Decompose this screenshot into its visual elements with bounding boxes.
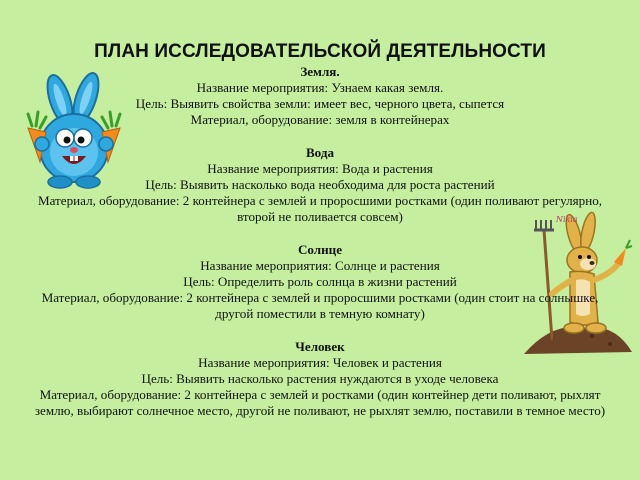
section-heading: Земля. xyxy=(300,64,340,79)
section-human xyxy=(22,339,618,419)
section-heading: Человек xyxy=(295,339,345,354)
spacer xyxy=(22,128,618,145)
event-materials: Материал, оборудование: 2 контейнера с землей и ростками (один контейнер дети поливают, рыхлят землю, выбирают солнечное место, другой не поливают, не рыхлят землю, поставили в темное место) xyxy=(34,387,606,418)
event-materials: Материал, оборудование: 2 контейнера с землей и проросшими ростками (один поливают регулярно, второй не поливается совсем) xyxy=(37,193,603,224)
event-name: Название мероприятия: Узнаем какая земля. xyxy=(196,80,444,95)
event-goal: Цель: Определить роль солнца в жизни растений xyxy=(183,274,457,289)
page-title: ПЛАН ИССЛЕДОВАТЕЛЬСКОЙ ДЕЯТЕЛЬНОСТИ xyxy=(94,41,546,62)
spacer xyxy=(22,322,618,339)
event-materials: Материал, оборудование: 2 контейнера с землей и проросшими ростками (один стоит на солнышке, другой поместили в темную комнату) xyxy=(41,290,599,321)
spacer xyxy=(22,225,618,242)
section-earth xyxy=(22,64,618,128)
section-sun xyxy=(22,242,618,322)
svg-text:Nikia: Nikia xyxy=(556,215,578,224)
event-materials: Материал, оборудование: земля в контейнерах xyxy=(190,112,450,127)
event-name: Название мероприятия: Человек и растения xyxy=(198,355,442,370)
event-goal: Цель: Выявить свойства земли: имеет вес, черного цвета, сыпется xyxy=(135,96,505,111)
event-name: Название мероприятия: Солнце и растения xyxy=(200,258,440,273)
section-heading: Солнце xyxy=(297,242,343,257)
event-goal: Цель: Выявить насколько растения нуждаются в уходе человека xyxy=(141,371,499,386)
event-goal: Цель: Выявить насколько вода необходима для роста растений xyxy=(145,177,495,192)
section-water xyxy=(22,145,618,225)
plan-content xyxy=(22,40,618,419)
section-heading: Вода xyxy=(305,145,335,160)
event-name: Название мероприятия: Вода и растения xyxy=(207,161,433,176)
